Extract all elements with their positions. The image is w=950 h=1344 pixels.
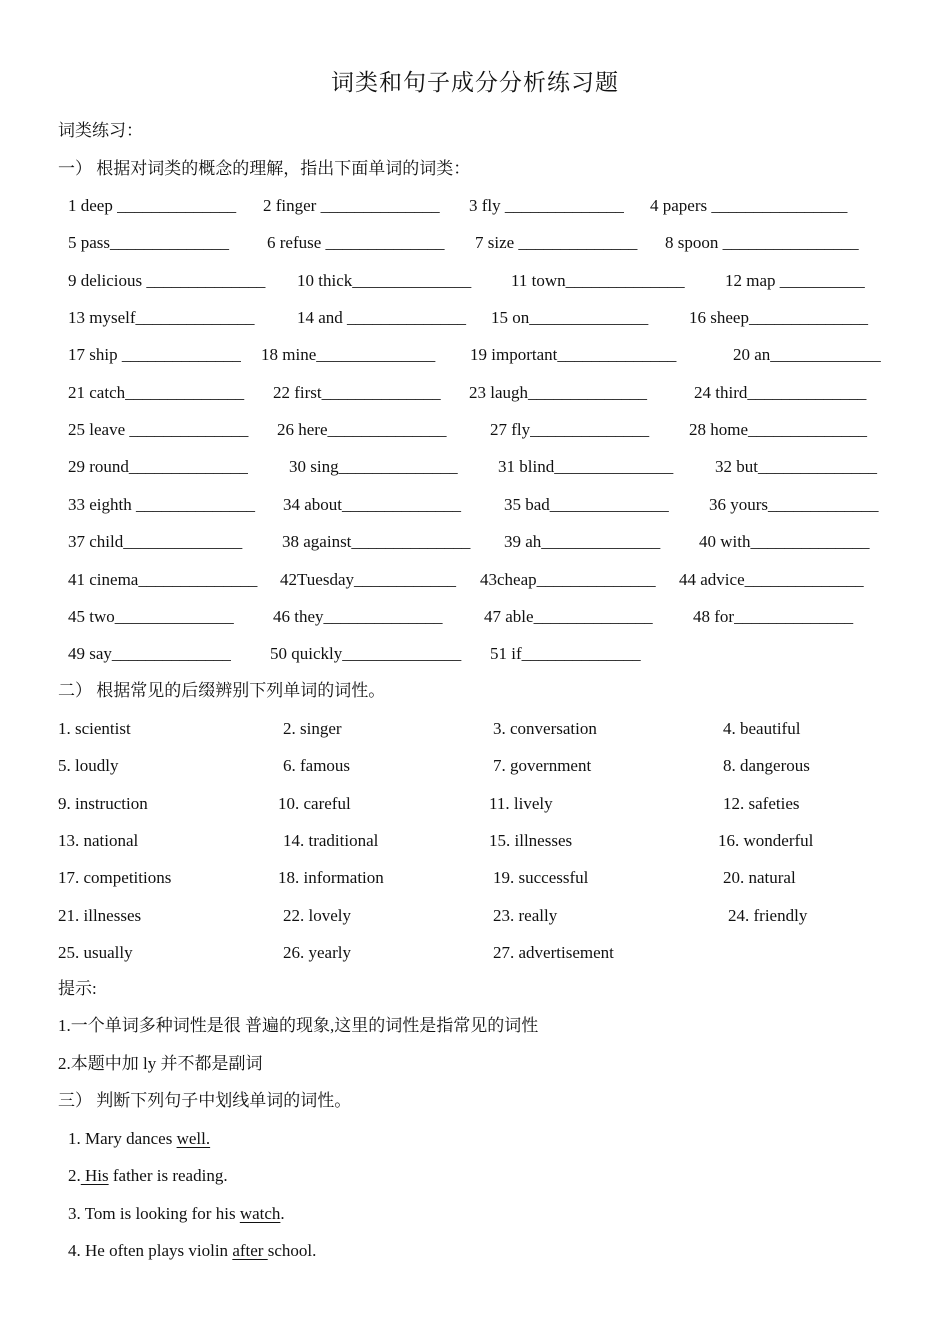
suffix-word-item: 5. loudly (58, 756, 119, 775)
suffix-word-item: 7. government (493, 756, 592, 775)
word-blank-item: 50 quickly______________ (270, 644, 462, 663)
suffix-word-item: 20. natural (723, 868, 796, 887)
word-blank-item: 3 fly ______________ (469, 196, 624, 215)
hint-1: 1.一个单词多种词性是很 普遍的现象,这里的词性是指常见的词性 (58, 1016, 539, 1035)
suffix-word-item: 18. information (278, 868, 384, 887)
part3-heading: 三） 判断下列句子中划线单词的词性。 (58, 1091, 352, 1110)
suffix-word-item: 10. careful (278, 794, 351, 813)
word-blank-item: 46 they______________ (273, 607, 443, 626)
underlined-word: His (80, 1166, 109, 1185)
word-blank-item: 16 sheep______________ (689, 308, 868, 327)
word-blank-item: 8 spoon ________________ (665, 233, 859, 252)
word-blank-item: 17 ship ______________ (68, 345, 241, 364)
word-blank-item: 31 blind______________ (498, 457, 674, 476)
sentence-2: 2. His father is reading. (68, 1166, 228, 1185)
word-blank-item: 47 able______________ (484, 607, 653, 626)
section-label: 词类练习： (58, 121, 143, 140)
word-blank-item: 48 for______________ (693, 607, 854, 626)
underlined-word: watch (239, 1204, 281, 1223)
hint-label: 提示: (58, 979, 97, 998)
word-blank-item: 43cheap______________ (480, 570, 656, 589)
sentence-3: 3. Tom is looking for his watch. (68, 1204, 285, 1223)
suffix-word-item: 15. illnesses (489, 831, 573, 850)
page-title: 词类和句子成分分析练习题 (331, 70, 619, 95)
word-blank-item: 28 home______________ (689, 420, 868, 439)
suffix-word-item: 11. lively (489, 794, 553, 813)
word-blank-item: 7 size ______________ (475, 233, 638, 252)
suffix-word-item: 16. wonderful (718, 831, 814, 850)
part2-heading: 二） 根据常见的后缀辨别下列单词的词性。 (58, 681, 386, 700)
word-blank-item: 5 pass______________ (68, 233, 230, 252)
word-blank-item: 15 on______________ (491, 308, 649, 327)
word-blank-item: 1 deep ______________ (68, 196, 237, 215)
word-blank-item: 38 against______________ (282, 532, 471, 551)
underlined-word: after (232, 1241, 268, 1260)
word-blank-item: 44 advice______________ (679, 570, 864, 589)
suffix-word-item: 2. singer (283, 719, 342, 738)
suffix-word-item: 4. beautiful (723, 719, 801, 738)
word-blank-item: 36 yours_____________ (709, 495, 879, 514)
word-blank-item: 11 town______________ (511, 271, 685, 290)
suffix-word-item: 21. illnesses (58, 906, 142, 925)
word-blank-item: 49 say______________ (68, 644, 231, 663)
word-blank-item: 30 sing______________ (289, 457, 458, 476)
suffix-word-item: 26. yearly (283, 943, 351, 962)
suffix-word-item: 8. dangerous (723, 756, 810, 775)
underlined-word: well. (176, 1129, 211, 1148)
word-blank-item: 6 refuse ______________ (267, 233, 445, 252)
word-blank-item: 23 laugh______________ (469, 383, 648, 402)
word-blank-item: 33 eighth ______________ (68, 495, 255, 514)
word-blank-item: 41 cinema______________ (68, 570, 258, 589)
word-blank-item: 13 myself______________ (68, 308, 255, 327)
word-blank-item: 26 here______________ (277, 420, 447, 439)
suffix-word-item: 17. competitions (58, 868, 172, 887)
word-blank-item: 39 ah______________ (504, 532, 661, 551)
word-blank-item: 42Tuesday____________ (280, 570, 456, 589)
word-blank-item: 18 mine______________ (261, 345, 436, 364)
suffix-word-item: 1. scientist (58, 719, 131, 738)
word-blank-item: 19 important______________ (470, 345, 677, 364)
word-blank-item: 2 finger ______________ (263, 196, 440, 215)
sentence-4: 4. He often plays violin after school. (68, 1241, 317, 1260)
word-blank-item: 21 catch______________ (68, 383, 245, 402)
suffix-word-item: 6. famous (283, 756, 351, 775)
word-blank-item: 29 round______________ (68, 457, 248, 476)
suffix-word-item: 3. conversation (493, 719, 597, 738)
suffix-word-item: 27. advertisement (493, 943, 614, 962)
hint-2: 2.本题中加 ly 并不都是副词 (58, 1054, 263, 1073)
word-blank-item: 51 if______________ (490, 644, 641, 663)
part1-heading: 一） 根据对词类的概念的理解，指出下面单词的词类： (58, 159, 471, 178)
suffix-word-item: 22. lovely (283, 906, 351, 925)
sentence-1: 1. Mary dances well. (68, 1129, 211, 1148)
suffix-word-item: 13. national (58, 831, 139, 850)
word-blank-item: 32 but______________ (715, 457, 877, 476)
word-blank-item: 35 bad______________ (504, 495, 669, 514)
word-blank-item: 14 and ______________ (297, 308, 467, 327)
word-blank-item: 9 delicious ______________ (68, 271, 266, 290)
word-blank-item: 40 with______________ (699, 532, 870, 551)
word-blank-item: 20 an_____________ (733, 345, 881, 364)
suffix-word-item: 24. friendly (728, 906, 808, 925)
suffix-word-item: 19. successful (493, 868, 589, 887)
suffix-word-item: 25. usually (58, 943, 133, 962)
word-blank-item: 24 third______________ (694, 383, 867, 402)
word-blank-item: 25 leave ______________ (68, 420, 249, 439)
word-blank-item: 10 thick______________ (297, 271, 472, 290)
suffix-word-item: 14. traditional (283, 831, 379, 850)
word-blank-item: 27 fly______________ (490, 420, 650, 439)
word-blank-item: 4 papers ________________ (650, 196, 848, 215)
suffix-word-item: 9. instruction (58, 794, 148, 813)
word-blank-item: 34 about______________ (283, 495, 462, 514)
word-blank-item: 45 two______________ (68, 607, 234, 626)
word-blank-item: 22 first______________ (273, 383, 441, 402)
word-blank-item: 37 child______________ (68, 532, 243, 551)
suffix-word-item: 12. safeties (723, 794, 800, 813)
word-blank-item: 12 map __________ (725, 271, 865, 290)
suffix-word-item: 23. really (493, 906, 558, 925)
